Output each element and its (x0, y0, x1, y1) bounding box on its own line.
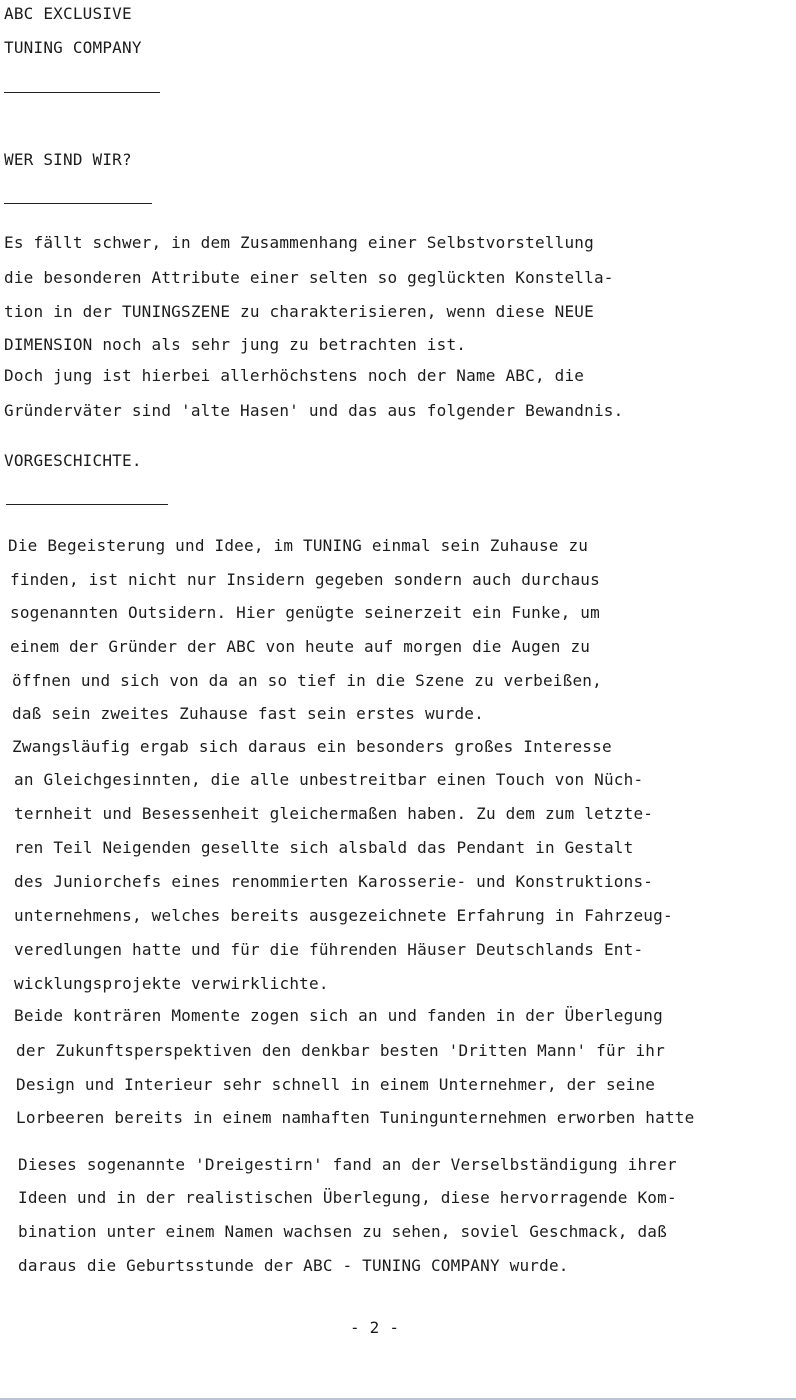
body-line: Ideen und in der realistischen Überlegung, diese hervorragende Kom- (18, 1188, 677, 1207)
body-line: die besonderen Attribute einer selten so geglückten Konstella- (4, 268, 614, 287)
header-underline (4, 92, 160, 93)
body-line: daraus die Geburtsstunde der ABC - TUNING COMPANY wurde. (18, 1256, 569, 1275)
company-name-line-2: TUNING COMPANY (4, 38, 142, 57)
body-line: finden, ist nicht nur Insidern gegeben sondern auch durchaus (10, 570, 600, 589)
body-line: öffnen und sich von da an so tief in die Szene zu verbeißen, (12, 671, 602, 690)
body-line: unternehmens, welches bereits ausgezeichnete Erfahrung in Fahrzeug- (14, 906, 673, 925)
section-heading-underline (4, 203, 152, 204)
body-line: des Juniorchefs eines renommierten Karosserie- und Konstruktions- (14, 872, 654, 891)
body-line: Beide konträren Momente zogen sich an und fanden in der Überlegung (14, 1006, 663, 1025)
body-line: daß sein zweites Zuhause fast sein erstes wurde. (12, 704, 484, 723)
body-line: sogenannten Outsidern. Hier genügte seinerzeit ein Funke, um (10, 603, 600, 622)
body-line: bination unter einem Namen wachsen zu sehen, soviel Geschmack, daß (18, 1222, 667, 1241)
company-name-line-1: ABC EXCLUSIVE (4, 4, 132, 23)
body-line: Lorbeeren bereits in einem namhaften Tuningunternehmen erworben hatte (16, 1108, 695, 1127)
body-line: ternheit und Besessenheit gleichermaßen haben. Zu dem zum letzte- (14, 804, 654, 823)
body-line: an Gleichgesinnten, die alle unbestreitbar einen Touch von Nüch- (14, 770, 644, 789)
body-line: der Zukunftsperspektiven den denkbar besten 'Dritten Mann' für ihr (16, 1041, 665, 1060)
body-line: tion in der TUNINGSZENE zu charakterisieren, wenn diese NEUE (4, 302, 594, 321)
body-line: Zwangsläufig ergab sich daraus ein besonders großes Interesse (12, 737, 612, 756)
page-number: - 2 - (350, 1318, 400, 1337)
body-line: Dieses sogenannte 'Dreigestirn' fand an der Verselbständigung ihrer (18, 1155, 677, 1174)
body-line: Die Begeisterung und Idee, im TUNING einmal sein Zuhause zu (8, 536, 589, 555)
body-line: einem der Gründer der ABC von heute auf morgen die Augen zu (10, 637, 591, 656)
body-line: Design und Interieur sehr schnell in einem Unternehmer, der seine (16, 1075, 656, 1094)
section-heading-wer-sind-wir: WER SIND WIR? (4, 150, 132, 169)
body-line: DIMENSION noch als sehr jung zu betrachten ist. (4, 335, 467, 354)
section-heading-vorgeschichte: VORGESCHICHTE. (4, 451, 142, 470)
body-line: ren Teil Neigenden gesellte sich alsbald das Pendant in Gestalt (14, 838, 634, 857)
body-line: Gründerväter sind 'alte Hasen' und das aus folgender Bewandnis. (4, 401, 624, 420)
body-line: veredlungen hatte und für die führenden Häuser Deutschlands Ent- (14, 940, 644, 959)
body-line: wicklungsprojekte verwirklichte. (14, 974, 329, 993)
body-line: Doch jung ist hierbei allerhöchstens noch der Name ABC, die (4, 366, 585, 385)
body-line: Es fällt schwer, in dem Zusammenhang einer Selbstvorstellung (4, 233, 594, 252)
section-heading-underline (6, 504, 168, 505)
